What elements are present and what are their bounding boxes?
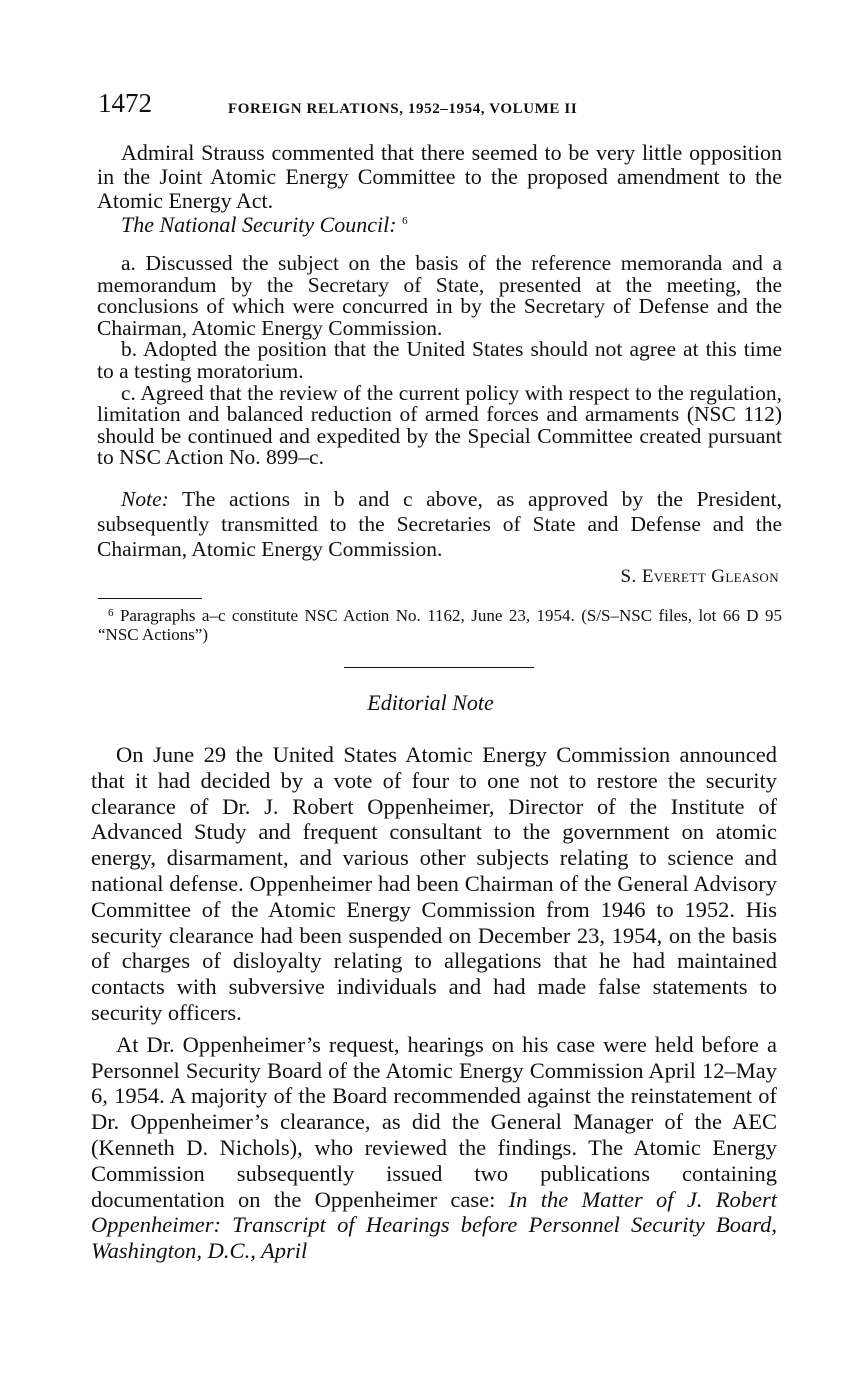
nsc-heading-block (97, 214, 782, 236)
editorial-note-title: Editorial Note (367, 690, 494, 715)
footnote-text: Paragraphs a–c constitute NSC Action No. 1162, June 23, 1954. (S/S–NSC files, lot 66 D 95 “NSC Actions”) (98, 606, 782, 644)
footnote-number: 6 (108, 607, 114, 619)
nsc-actions-list (97, 253, 782, 469)
page-header (98, 88, 788, 124)
publication-title: In the Matter of J. Robert Oppenheimer: Transcript of Hearings before Personnel Security Board, Washington, D.C., April (91, 1186, 777, 1264)
editorial-paragraph-1: On June 29 the United States Atomic Energy Commission announced that it had decided by a vote of four to one not to restore the security clearance of Dr. J. Robert Oppenheimer, Director of the Institute of Advanced Study and frequent consultant to the government on atomic energy, disarmament, and various other subjects relating to science and national defense. Oppenheimer had been Chairman of the General Advisory Committee of the Atomic Energy Commission from 1946 to 1952. His security clearance had been suspended on December 23, 1954, on the basis of charges of disloyalty relating to allegations that he had maintained contacts with subversive individuals and had made false statements to security officers. (91, 742, 777, 1025)
strauss-paragraph-block (97, 141, 782, 213)
nsc-heading (97, 214, 782, 236)
signature: S. Everett Gleason (620, 566, 779, 587)
footnote (98, 607, 782, 644)
strauss-paragraph: Admiral Strauss commented that there seemed to be very little opposition in the Joint Atomic Energy Committee to the proposed amendment to the Atomic Energy Act. (97, 140, 782, 213)
editorial-paragraph-2-text: At Dr. Oppenheimer’s request, hearings on his case were held before a Personnel Security Board of the Atomic Energy Commission April 12–May 6, 1954. A majority of the Board recommended against the reinstatement of Dr. Oppenheimer’s clearance, as did the General Manager of the AEC (Kenneth D. Nichols), who reviewed the findings. The Atomic Energy Commission subsequently issued two publications containing documentation on the Oppenheimer case: (91, 1031, 777, 1212)
running-head: FOREIGN RELATIONS, 1952–1954, VOLUME II (228, 101, 578, 117)
item-b: b. Adopted the position that the United States should not agree at this time to a testing moratorium. (97, 337, 782, 383)
footnote-6 (98, 607, 782, 644)
note-block (97, 487, 782, 562)
editorial-paragraph-2 (91, 1032, 777, 1264)
footnote-ref-6: 6 (402, 215, 408, 227)
note-label: Note: (121, 487, 169, 511)
footnote-divider (98, 598, 202, 599)
item-a: a. Discussed the subject on the basis of the reference memoranda and a memorandum by the Secretary of State, presented at the meeting, the conclusions of which were concurred in by the Secretary of Defense and the Chairman, Atomic Energy Commission. (97, 251, 782, 340)
note-text: The actions in b and c above, as approved by the President, subsequently transmitted to the Secretaries of State and Defense and the Chairman, Atomic Energy Commission. (97, 487, 782, 561)
note-paragraph (97, 487, 782, 562)
page-number: 1472 (98, 88, 152, 118)
item-c: c. Agreed that the review of the current policy with respect to the regulation, limitation and balanced reduction of armed forces and armaments (NSC 112) should be continued and expedited by the Special Committee created pursuant to NSC Action No. 899–c. (97, 380, 782, 470)
nsc-heading-text: The National Security Council: (121, 212, 397, 237)
section-divider (344, 667, 534, 668)
editorial-note-body (91, 742, 777, 1264)
